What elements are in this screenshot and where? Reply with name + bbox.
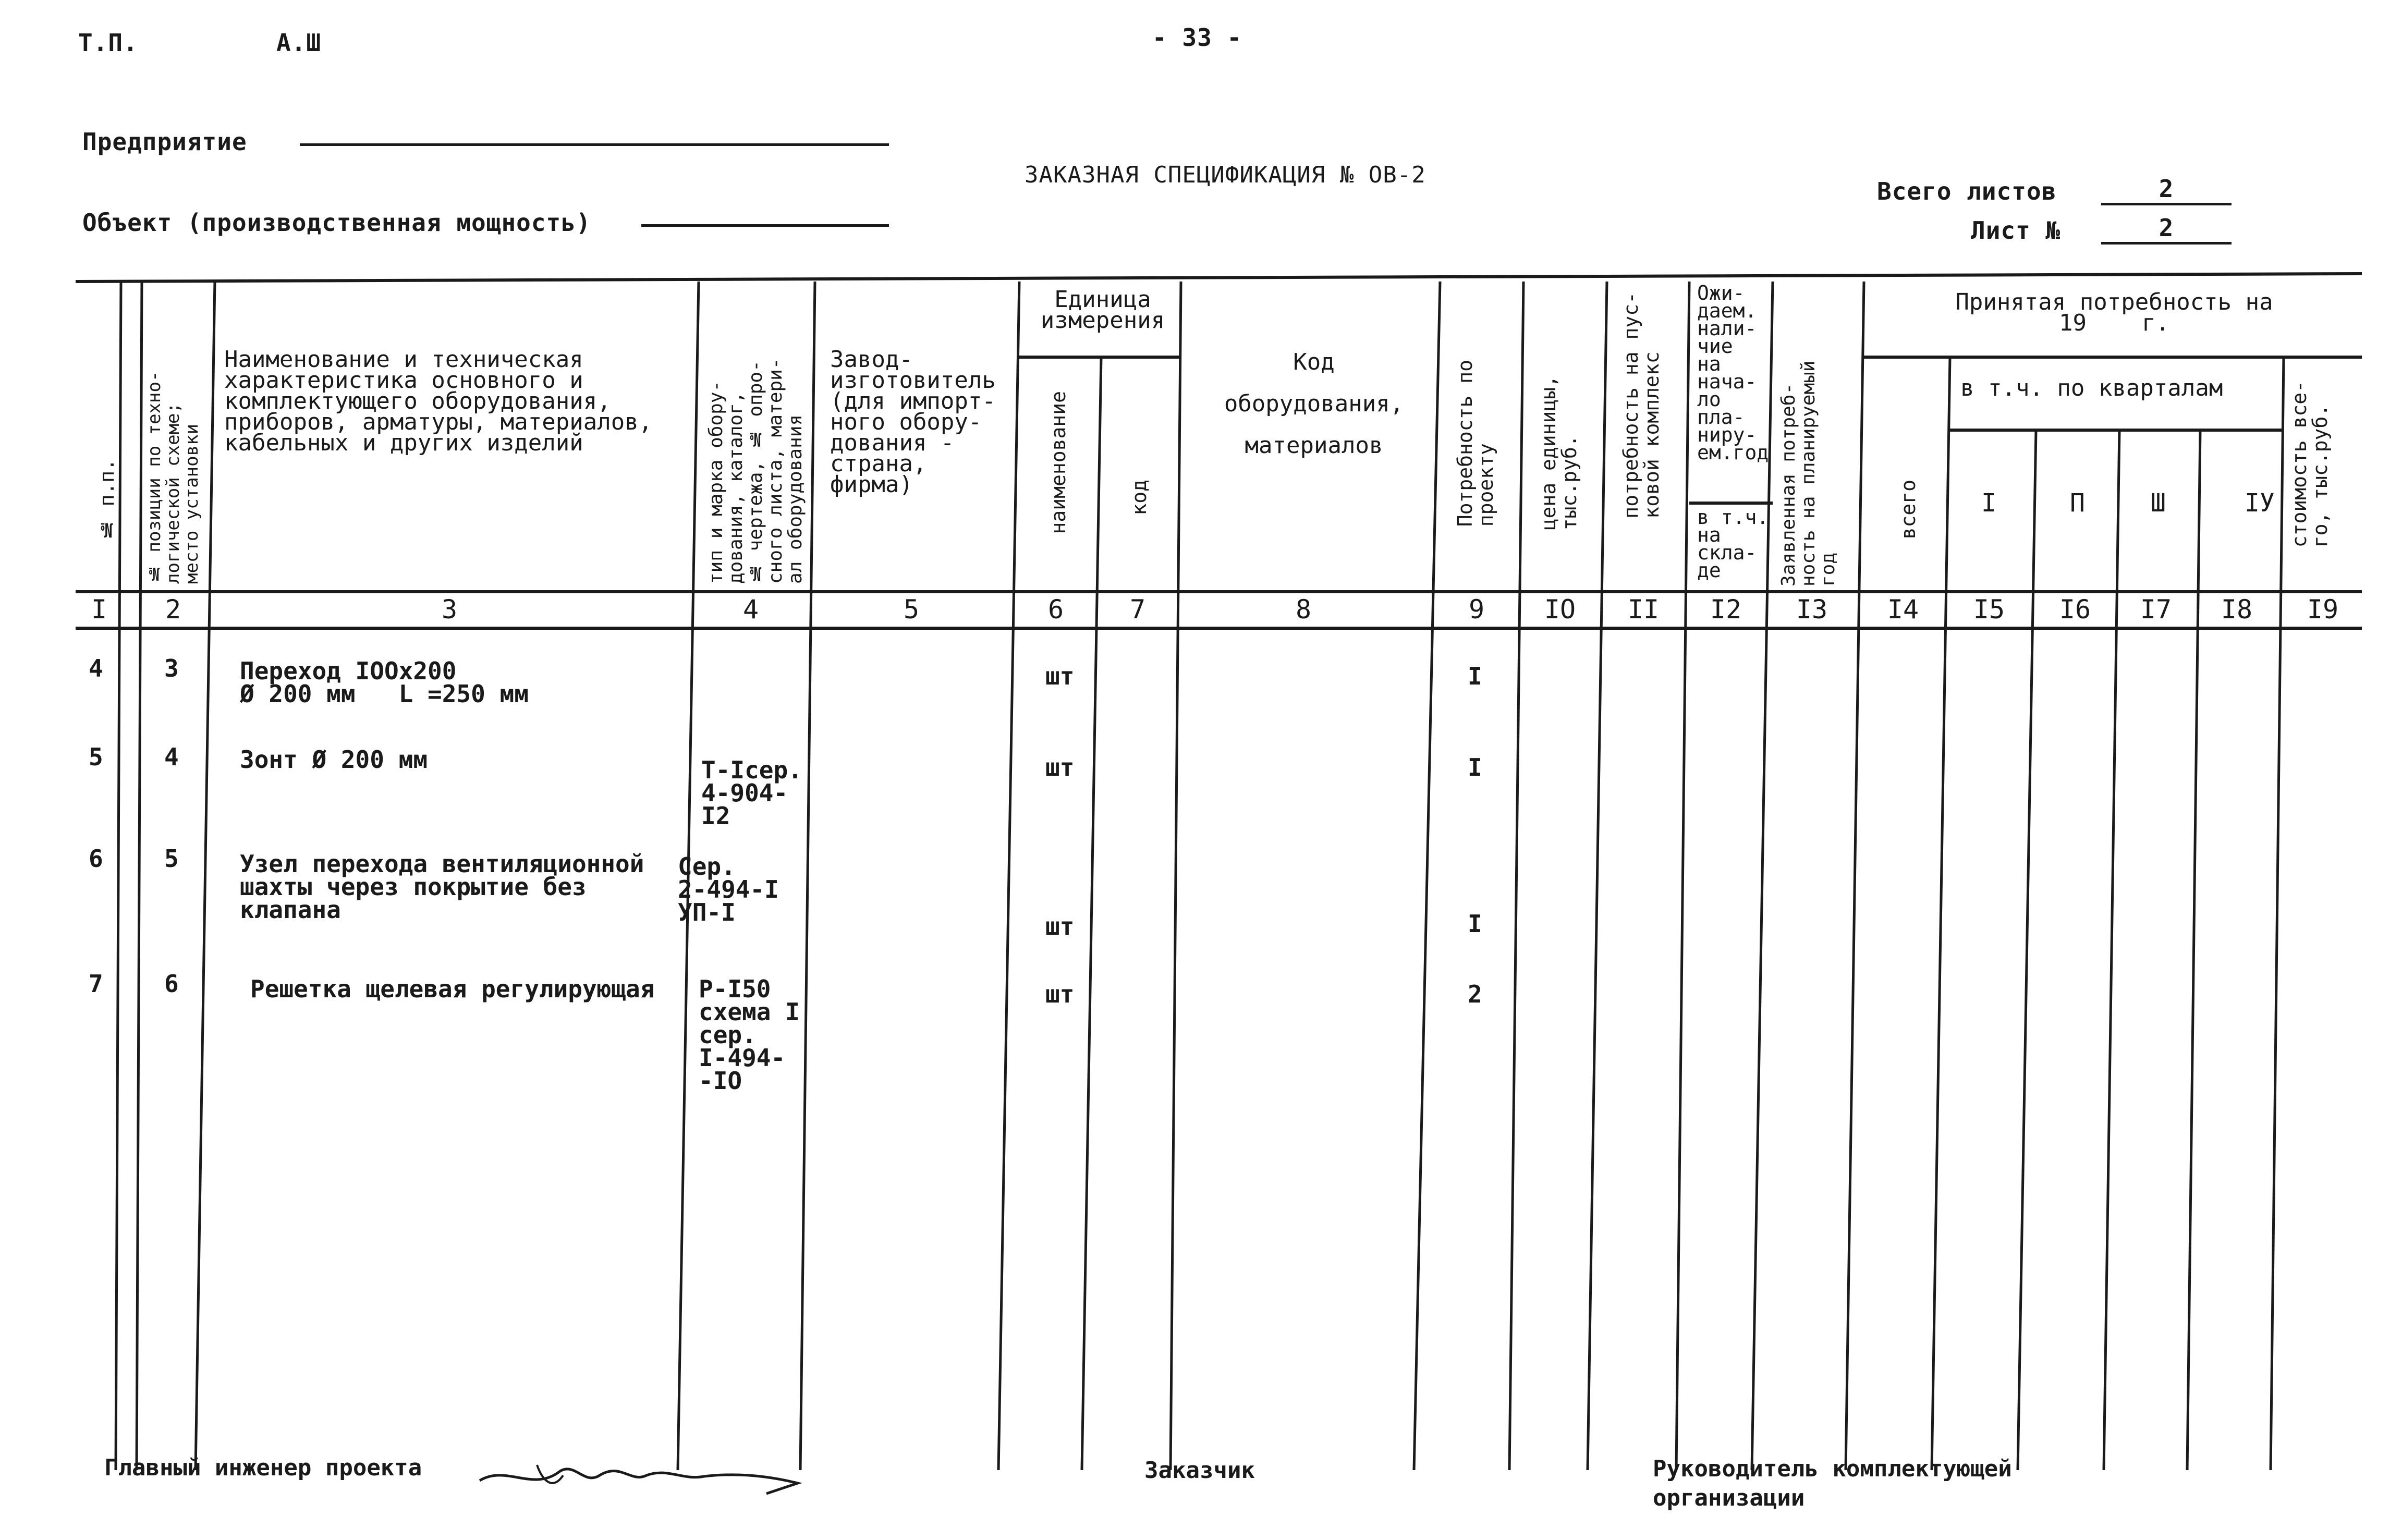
col-number: 8 bbox=[1295, 594, 1312, 625]
table-row-type: Сер. 2-494-I УП-I bbox=[678, 852, 779, 926]
col-number: II bbox=[1627, 594, 1660, 625]
col-number: 9 bbox=[1468, 594, 1485, 625]
table-row-number: 6 bbox=[89, 845, 103, 873]
sheet-label: Лист № bbox=[1971, 216, 2061, 245]
col-header-startup-need: потребность на пус- ковой комплекс bbox=[1619, 292, 1663, 519]
table-row-number: 4 bbox=[89, 654, 103, 682]
table-row-number: 5 bbox=[89, 743, 103, 771]
table-row-name: Переход IOOx200 Ø 200 мм L =250 мм bbox=[240, 657, 529, 708]
col-header-type: тип и марка обору- дования, каталог, № чертежа, № опро- сного листа, матери- ал оборудования bbox=[705, 358, 806, 584]
col-header-q1: I bbox=[1981, 488, 1996, 518]
col-header-q3: Ш bbox=[2151, 488, 2166, 518]
col-header-accepted-group: Принятая потребность на 19 г. bbox=[1955, 289, 2273, 336]
table-row-name: Узел перехода вентиляционной шахты через покрытие без клапана bbox=[240, 850, 644, 924]
col-header-quarters-group: в т.ч. по кварталам bbox=[1960, 375, 2223, 401]
col-number: 2 bbox=[165, 594, 181, 625]
col-header-position: № позиции по техно- логической схеме; место установки bbox=[144, 371, 202, 584]
total-sheets-label: Всего листов bbox=[1877, 177, 2057, 205]
spec-title: ЗАКАЗНАЯ СПЕЦИФИКАЦИЯ № ОВ-2 bbox=[1025, 162, 1426, 188]
col-header-name: Наименование и техническая характеристика основного и комплектующего оборудования, приборов, арматуры, материалов, кабельных и других изделий bbox=[224, 346, 653, 456]
col-header-in-stock: в т.ч. на скла- де bbox=[1697, 506, 1769, 582]
col-number: I7 bbox=[2140, 594, 2172, 625]
table-row-qty: 2 bbox=[1468, 980, 1482, 1008]
col-header-cost: стоимость все- го, тыс.руб. bbox=[2288, 381, 2332, 548]
table-row-name: Зонт Ø 200 мм bbox=[240, 745, 428, 774]
table-row-number: 7 bbox=[89, 970, 103, 998]
supplier-head-label: Руководитель комплектующей организации bbox=[1653, 1456, 2012, 1511]
col-header-number: № п.п. bbox=[95, 459, 118, 542]
col-number: 3 bbox=[441, 594, 458, 625]
col-header-project-need: Потребность по проекту bbox=[1454, 360, 1497, 527]
table-row-position: 4 bbox=[164, 743, 179, 771]
sheet-value: 2 bbox=[2101, 214, 2232, 245]
col-number: I8 bbox=[2221, 594, 2253, 625]
signature-icon bbox=[474, 1444, 808, 1501]
table-row-unit: шт bbox=[1045, 912, 1075, 940]
table-row-qty: I bbox=[1468, 910, 1482, 938]
object-label: Объект (производственная мощность) bbox=[82, 209, 591, 237]
col-number: I2 bbox=[1710, 594, 1742, 625]
doc-code-sheet: А.Ш bbox=[276, 29, 322, 57]
enterprise-label: Предприятие bbox=[82, 128, 247, 156]
page-number: - 33 - bbox=[1152, 23, 1242, 52]
table-row-name: Решетка щелевая регулирующая bbox=[250, 975, 655, 1003]
col-number: I bbox=[91, 594, 107, 625]
col-header-unit-name: наименование bbox=[1047, 391, 1070, 534]
col-header-q4: IУ bbox=[2245, 488, 2275, 518]
col-number: IO bbox=[1544, 594, 1576, 625]
table-row-qty: I bbox=[1468, 753, 1482, 781]
doc-code-left: Т.П. bbox=[78, 29, 138, 57]
col-number: 7 bbox=[1129, 594, 1146, 625]
col-header-manufacturer: Завод- изготовитель (для импорт- ного обору- дования - страна, фирма) bbox=[830, 346, 996, 498]
table-row-unit: шт bbox=[1045, 980, 1075, 1008]
col-header-unit-code: код bbox=[1128, 480, 1151, 516]
col-number: 6 bbox=[1047, 594, 1064, 625]
table-row-type: Р-I50 схема I сер. I-494- -IO bbox=[699, 975, 800, 1095]
col-header-declared-need: Заявленная потреб- ность на планируемый год bbox=[1778, 360, 1839, 586]
table-row-unit: шт bbox=[1045, 662, 1075, 690]
col-number: I4 bbox=[1887, 594, 1919, 625]
total-sheets-value: 2 bbox=[2101, 175, 2232, 205]
col-header-expected: Ожи- даем. нали- чие на нача- ло пла- ниру- ем.год bbox=[1697, 282, 1769, 464]
table-row-position: 5 bbox=[164, 845, 179, 873]
table-row-unit: шт bbox=[1045, 753, 1075, 781]
col-header-total: всего bbox=[1897, 480, 1920, 540]
customer-label: Заказчик bbox=[1144, 1457, 1255, 1484]
chief-engineer-label: Главный инженер проекта bbox=[104, 1455, 422, 1481]
table-row-type: Т-Iсер. 4-904- I2 bbox=[701, 756, 802, 830]
col-number: 4 bbox=[742, 594, 759, 625]
col-header-q2: П bbox=[2070, 488, 2085, 518]
table-row-qty: I bbox=[1468, 662, 1482, 690]
table-row-position: 6 bbox=[164, 970, 179, 998]
col-number: I6 bbox=[2059, 594, 2091, 625]
col-header-unit-group: Единица измерения bbox=[1040, 286, 1165, 334]
col-header-unit-price: цена единицы, тыс.руб. bbox=[1537, 375, 1581, 531]
col-number: I9 bbox=[2307, 594, 2339, 625]
table-row-position: 3 bbox=[164, 654, 179, 682]
col-header-equipment-code: Код оборудования, материалов bbox=[1224, 349, 1404, 459]
col-number: I3 bbox=[1796, 594, 1828, 625]
col-number: I5 bbox=[1973, 594, 2005, 625]
col-number: 5 bbox=[903, 594, 920, 625]
